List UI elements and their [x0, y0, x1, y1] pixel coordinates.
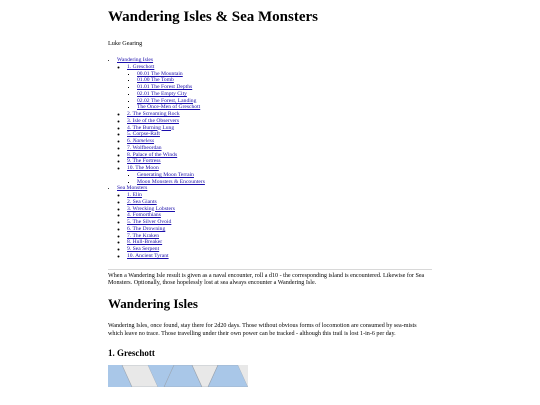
document-title: Wandering Isles & Sea Monsters: [108, 9, 318, 25]
toc-item: [127, 219, 432, 226]
toc-item: [127, 233, 432, 240]
document-page: [108, 0, 432, 387]
toc-link-the-once-men-of-greschott[interactable]: The Once-Men of Greschott: [137, 104, 201, 111]
toc-link-7-wolfbeordan[interactable]: 7. Wolfbeordan: [127, 144, 162, 151]
toc-link-italic-text: Nameless: [132, 138, 155, 144]
toc-item: [127, 192, 432, 199]
toc-sublist: [127, 172, 432, 186]
section-heading: Wandering Isles: [108, 296, 198, 312]
toc-link-9-sea-serpent[interactable]: 9. Sea Serpent: [127, 246, 160, 252]
toc-link-wandering-isles[interactable]: Wandering Isles: [117, 57, 154, 63]
toc-link-01-00-the-tomb[interactable]: 01.00 The Tomb: [137, 77, 174, 84]
toc-link-4-fomorthians[interactable]: 4. Fomorthians: [127, 212, 161, 219]
toc-link-6-the-drowning[interactable]: 6. The Drowning: [127, 225, 166, 232]
toc-link-7-the-kraken[interactable]: 7. The Kraken: [127, 232, 160, 239]
toc-link-02-02-the-forest-landing[interactable]: 02.02 The Forest, Landing: [137, 97, 197, 104]
toc-item: [137, 77, 432, 84]
toc-item: [117, 185, 432, 259]
toc-item: [127, 206, 432, 213]
toc-item: [137, 179, 432, 186]
toc-item: [127, 131, 432, 138]
toc-link-sea-monsters[interactable]: Sea Monsters: [117, 185, 148, 192]
toc-item: [127, 246, 432, 253]
toc-link-10-the-moon[interactable]: 10. The Moon: [127, 165, 159, 171]
toc-link-2-the-screaming-rock[interactable]: 2. The Screaming Rock: [127, 111, 180, 117]
toc-item: [127, 253, 432, 260]
toc-item: [137, 84, 432, 91]
toc-link-6-nameless[interactable]: 6. Nameless: [127, 138, 155, 144]
toc-item: [127, 239, 432, 246]
toc-link-5-corpse-raft[interactable]: 5. Corpse-Raft: [127, 131, 160, 138]
toc-link-3-wrecking-lobsters[interactable]: 3. Wrecking Lobsters: [127, 205, 175, 212]
intro-paragraph: When a Wandering Isle result is given as a naval encounter, roll a d10 - the corresponding island is encountered. Likewise for Sea Monsters. Optionally, those hopelessly lost at sea always encounter a Wandering Isle.: [108, 272, 425, 286]
toc-item: [127, 158, 432, 165]
toc-link-5-the-silver-ovoid[interactable]: 5. The Silver Ovoid: [127, 219, 172, 225]
toc-link-1-greschott[interactable]: 1. Greschott: [127, 63, 155, 70]
toc-link-00-01-the-mountain[interactable]: 00.01 The Mountain: [137, 70, 183, 77]
toc-sublist: [127, 71, 432, 112]
subsection-heading: 1. Greschott: [108, 348, 155, 359]
toc-link-10-ancient-tyrant[interactable]: 10. Ancient Tyrant: [127, 252, 169, 259]
toc-item: [127, 212, 432, 219]
toc-item: [127, 125, 432, 132]
section-divider: [108, 269, 432, 270]
toc-item: [127, 64, 432, 111]
toc-item: [127, 118, 432, 125]
toc-sublist: [117, 64, 432, 186]
table-of-contents: [108, 57, 432, 260]
toc-item: [117, 57, 432, 185]
toc-item: [127, 111, 432, 118]
toc-link-1-elin[interactable]: 1. Elin: [127, 192, 142, 198]
toc-sublist: [117, 192, 432, 260]
toc-link-8-palace-of-the-winds[interactable]: 8. Palace of the Winds: [127, 151, 178, 158]
section-paragraph: Wandering Isles, once found, stay there for 2d20 days. Those without obvious forms of locomotion are consumed by sea-mists which leave no trace. Those travelling under their own power can be tracked - although this trail is lost 1-in-6 per day.: [108, 323, 417, 337]
toc-link-4-the-burning-lung[interactable]: 4. The Burning Lung: [127, 124, 175, 131]
toc-item: [127, 138, 432, 145]
toc-item: [137, 104, 432, 111]
toc-link-generating-moon-terrain[interactable]: Generating Moon Terrain: [137, 171, 194, 178]
author-name: Luke Gearing: [108, 40, 143, 47]
toc-item: [137, 172, 432, 179]
toc-item: [127, 145, 432, 152]
toc-link-9-the-fortress[interactable]: 9. The Fortress: [127, 158, 161, 165]
greschott-hex-map: [108, 365, 248, 387]
toc-item: [137, 71, 432, 78]
toc-link-01-01-the-forest-depths[interactable]: 01.01 The Forest Depths: [137, 84, 193, 90]
toc-item: [127, 199, 432, 206]
toc-link-8-hull-breaker[interactable]: 8. Hull-Breaker: [127, 239, 163, 246]
hex-map-image: [108, 365, 248, 387]
toc-list: [108, 57, 432, 260]
toc-link-2-sea-giants[interactable]: 2. Sea Giants: [127, 198, 157, 205]
toc-link-3-isle-of-the-observers[interactable]: 3. Isle of the Observers: [127, 117, 180, 124]
toc-item: [127, 152, 432, 159]
toc-item: [137, 91, 432, 98]
toc-item: [127, 165, 432, 185]
toc-link-moon-monsters-encounters[interactable]: Moon Monsters & Encounters: [137, 178, 205, 185]
toc-item: [127, 226, 432, 233]
toc-link-02-01-the-empty-city[interactable]: 02.01 The Empty City: [137, 90, 187, 97]
